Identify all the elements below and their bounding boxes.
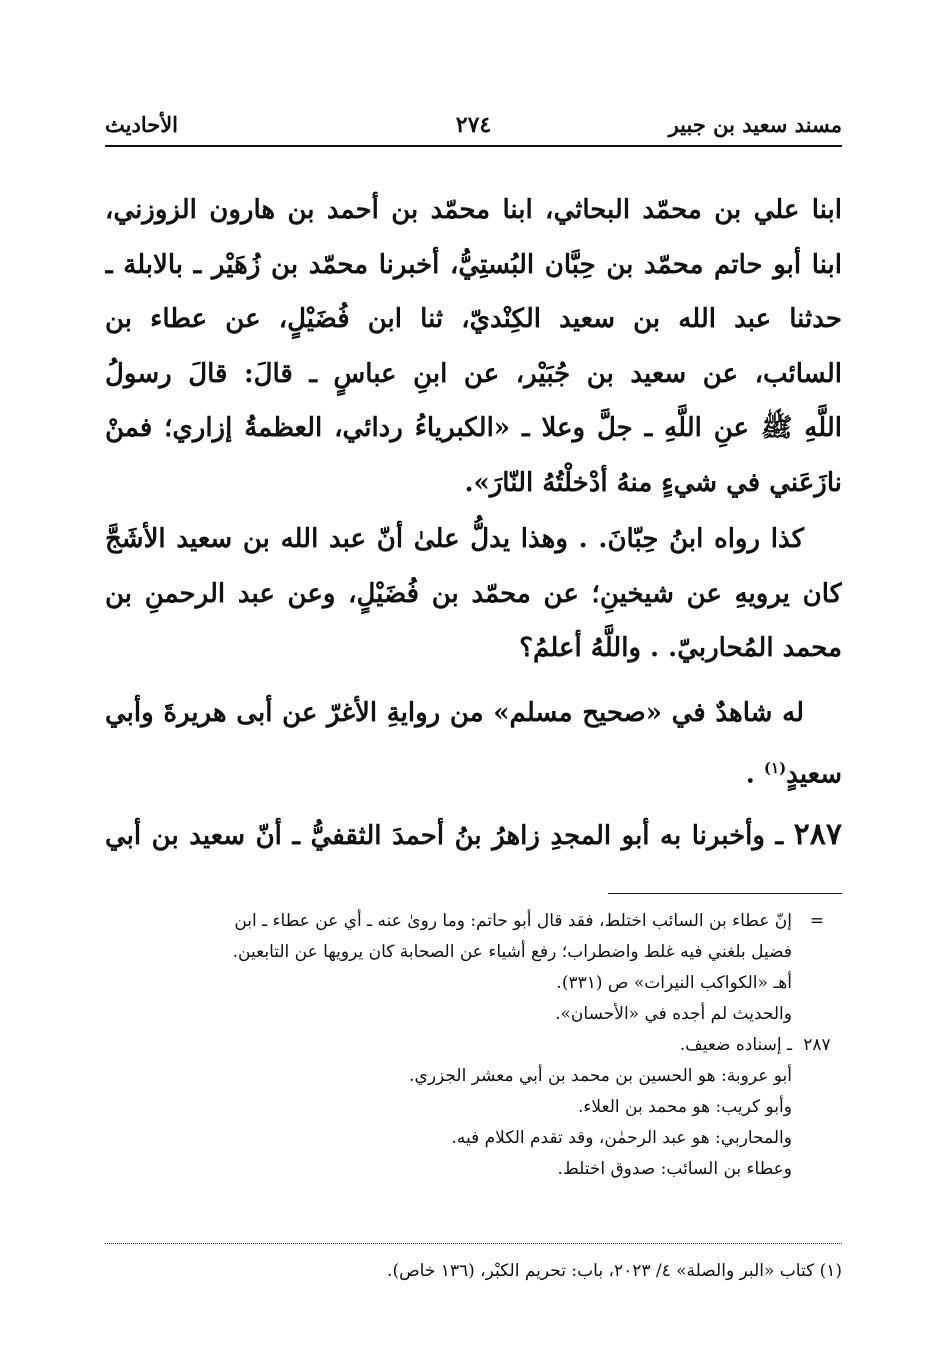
continuation-marker: = <box>809 911 825 931</box>
footnote-line: وأبو كريب: هو محمد بن العلاء. <box>578 1097 792 1117</box>
text-line: ابنا أبو حاتم محمّد بن حِبَّان البُستِيُّ، أخبرنا محمّد بن زُهَيْر ـ بالابلة ـ <box>105 249 842 280</box>
footnote-line: والحديث لم أجده في «الأحسان». <box>555 1004 792 1024</box>
footnote-line: فضيل بلغني فيه غلط واضطراب؛ رفع أشياء عن الصحابة كان يرويها عن التابعين. <box>232 942 792 962</box>
text-fragment: ـ وأخبرنا به أبو المجدِ زاهرُ بنُ أحمدَ الثقفيُّ ـ أنّ سعيد بن أبي <box>105 821 784 851</box>
paragraph-isnad <box>105 183 842 510</box>
footnote-reference: (١) <box>763 758 787 777</box>
text-line: محمد المُحاربيّ. . واللَّهُ أعلمُ؟ <box>519 633 842 663</box>
text-line <box>105 808 842 863</box>
section-title: الأحاديث <box>105 112 179 137</box>
paragraph-hadith-287 <box>105 808 842 863</box>
text-fragment: إنّ عطاء بن السائب اختلط، فقد قال أبو حاتم: وما روىٰ عنه ـ أي عن عطاء ـ ابن <box>234 911 792 931</box>
text-fragment: سعيدٍ <box>786 759 842 790</box>
text-line: اللَّهِ ﷺ عنِ اللَّهِ ـ جلَّ وعلا ـ «الكبرياءُ ردائي، العظمةُ إزاري؛ فمنْ <box>105 413 842 443</box>
paragraph-comment <box>105 512 842 676</box>
text-line: له شاهدٌ في «صحيح مسلم» من روايةِ الأغرّ عن أبى هريرةَ وأبي <box>105 698 804 728</box>
page-number: ٢٧٤ <box>455 112 492 138</box>
text-line: حدثنا عبد الله بن سعيد الكِنْديّ، ثنا ابن فُضَيْلٍ، عن عطاء بن <box>105 304 842 334</box>
paragraph-witness <box>105 686 842 795</box>
header-rule <box>105 145 842 147</box>
footnotes <box>105 906 842 1185</box>
text-line: السائب، عن سعيد بن جُبَيْر، عن ابنِ عباسٍ ـ قالَ: قالَ رسولُ <box>105 358 842 389</box>
footnote-line: أبو عروبة: هو الحسين بن محمد بن أبي معشر الجزري. <box>409 1066 792 1086</box>
text-fragment: . <box>745 759 755 790</box>
text-line <box>105 741 842 796</box>
text-line: كذا رواه ابنُ حِبّانَ. . وهذا يدلُّ علىٰ أنّ عبد الله بن سعيد الأشَجَّ <box>105 524 804 554</box>
footnote-line <box>105 906 842 937</box>
footnote-separator <box>608 893 842 894</box>
text-fragment: ـ إسناده ضعيف. <box>679 1035 792 1055</box>
footnote-number: ٢٨٧ <box>803 1035 831 1055</box>
hadith-number: ٢٨٧ <box>793 817 842 852</box>
book-title: مسند سعيد بن جبير <box>668 112 842 137</box>
text-line: نازَعَني في شيءٍ منهُ أدْخلْتُهُ النّارَ». <box>464 467 842 498</box>
footnote-line: وعطاء بن السائب: صدوق اختلط. <box>557 1159 792 1179</box>
text-line: ابنا علي بن محمّد البحاثي، ابنا محمّد بن أحمد بن هارون الزوزني، <box>105 195 842 225</box>
footnote-line <box>105 1030 842 1061</box>
footnote-line: والمحاربي: هو عبد الرحمٰن، وقد تقدم الكلام فيه. <box>451 1128 792 1148</box>
footnote-1: (١) كتاب «البر والصلة» ٤/ ٢٠٢٣، باب: تحريم الكبْر، (١٣٦ خاص). <box>387 1261 842 1281</box>
text-line: كان يرويهِ عن شيخينِ؛ عن محمّد بن فُضَيْلٍ، وعن عبد الرحمنِ بن <box>105 578 842 609</box>
footnote-dotted-separator <box>105 1243 842 1244</box>
footnote-line: أهـ «الكواكب النيرات» ص (٣٣١). <box>556 973 792 993</box>
